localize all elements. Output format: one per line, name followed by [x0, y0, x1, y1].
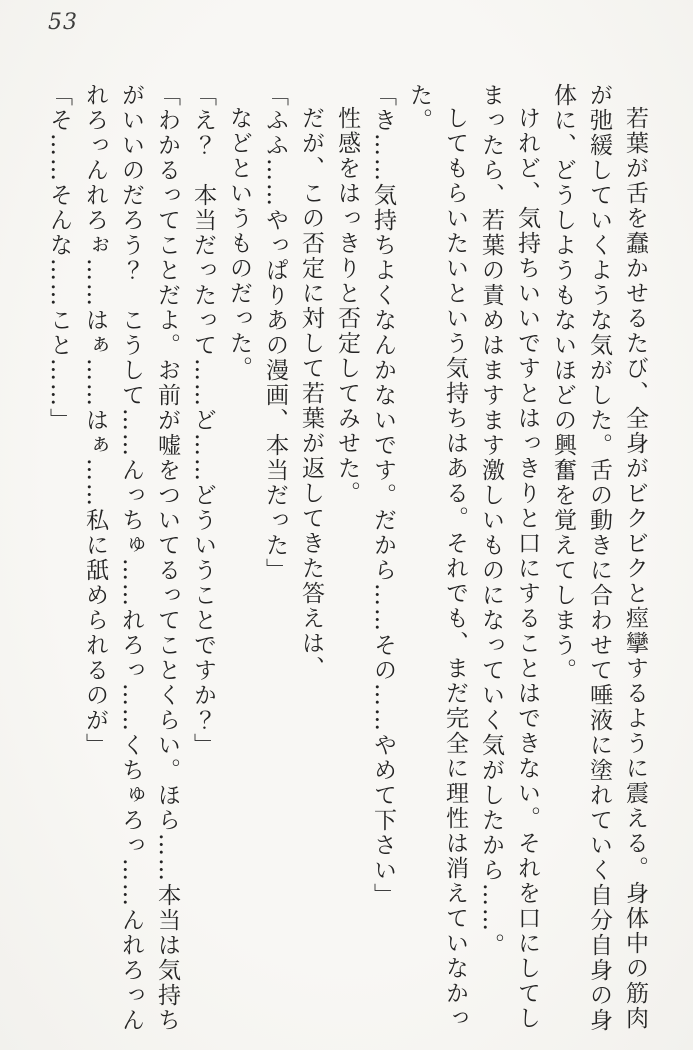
paragraph: 「わかるってことだよ。お前が嘘をついてるってことくらい。ほら……本当は気持ちがいいのだろう？ こうして……んっちゅ……れろっ……くちゅろっ……んれろっんれろっんれろぉ……はぁ……はぁ……私に舐められるのが」 — [82, 83, 180, 1033]
paragraph: けれど、気持ちいいですとはっきりと口にすることはできない。それを口にしてしまったら、若葉の責めはますます激しいものになっていく気がしたから……。 — [478, 83, 540, 1031]
paragraph: 若葉が舌を蠢かせるたび、全身がビクビクと痙攣するように震える。身体中の筋肉が弛緩していくような気がした。舌の動きに合わせて唾液に塗れていく自分自身の身体に、どうしようもないほどの興奮を覚えてしまう。 — [550, 83, 648, 1033]
page-number: 53 — [48, 10, 78, 35]
paragraph: 「き……気持ちよくなんかないです。だから……その……やめて下さい」 — [370, 83, 396, 908]
paragraph: 「ふふ……やっぱりあの漫画、本当だった」 — [262, 83, 288, 583]
paragraph: などというものだった。 — [226, 106, 252, 381]
paragraph: 「え？ 本当だったって……ど……どういうことですか？」 — [190, 83, 216, 758]
paragraph: してもらいたいという気持ちはある。それでも、まだ完全に理性は消えていなかった。 — [406, 83, 468, 1031]
paragraph: 性感をはっきりと否定してみせた。 — [334, 106, 360, 506]
paragraph: 「そ……そんな……こと……」 — [46, 83, 72, 433]
vertical-text-area — [41, 83, 653, 1033]
paragraph: だが、この否定に対して若葉が返してきた答えは、 — [298, 106, 324, 681]
